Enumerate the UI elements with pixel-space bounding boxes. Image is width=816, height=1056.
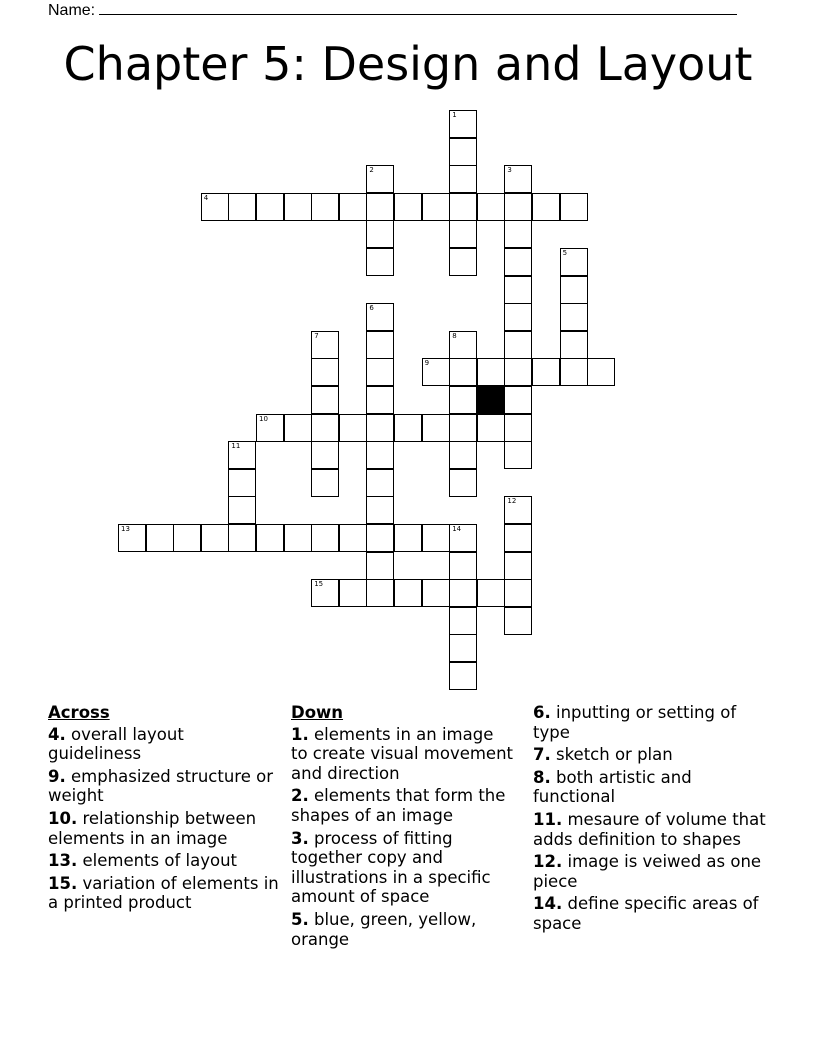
grid-cell[interactable] (422, 358, 450, 386)
grid-cell[interactable] (449, 358, 477, 386)
grid-cell[interactable] (449, 441, 477, 469)
grid-cell[interactable] (504, 358, 532, 386)
cell-number: 1 (452, 111, 457, 119)
clue-number: 6. (533, 703, 551, 722)
grid-cell[interactable] (366, 469, 394, 497)
clue-text: sketch or plan (550, 745, 673, 765)
grid-cell[interactable] (228, 524, 256, 552)
grid-cell[interactable] (339, 193, 367, 221)
grid-cell[interactable] (477, 193, 505, 221)
grid-cell[interactable] (256, 414, 284, 442)
grid-cell[interactable] (284, 524, 312, 552)
grid-cell[interactable] (118, 524, 146, 552)
clue-number: 3. (291, 828, 309, 848)
grid-cell[interactable] (311, 469, 339, 497)
grid-cell[interactable] (560, 276, 588, 304)
grid-cell[interactable] (366, 386, 394, 414)
grid-cell[interactable] (449, 386, 477, 414)
grid-cell[interactable] (366, 441, 394, 469)
grid-cell[interactable] (366, 496, 394, 524)
grid-cell[interactable] (504, 303, 532, 331)
clue-text: blue, green, yellow, orange (291, 909, 477, 949)
grid-cell[interactable] (311, 193, 339, 221)
clue-item (48, 725, 280, 764)
grid-cell[interactable] (504, 579, 532, 607)
grid-cell[interactable] (449, 193, 477, 221)
clue-item (533, 768, 769, 807)
grid-cell[interactable] (394, 579, 422, 607)
grid-cell[interactable] (311, 386, 339, 414)
clue-number: 10. (48, 808, 78, 828)
clue-text: relationship between elements in an image (48, 808, 257, 848)
clue-text: emphasized structure or weight (48, 766, 273, 806)
grid-cell[interactable] (477, 579, 505, 607)
grid-cell[interactable] (449, 165, 477, 193)
grid-cell[interactable] (422, 524, 450, 552)
cell-number: 15 (314, 580, 324, 589)
grid-cell[interactable] (284, 193, 312, 221)
grid-cell[interactable] (449, 414, 477, 442)
grid-cell[interactable] (284, 414, 312, 442)
across-clues (48, 703, 280, 916)
grid-cell[interactable] (311, 441, 339, 469)
grid-cell[interactable] (504, 220, 532, 248)
clue-item (533, 703, 769, 742)
clue-number: 1. (291, 724, 309, 744)
cell-number: 2 (369, 166, 374, 175)
grid-cell[interactable] (366, 193, 394, 221)
grid-cell[interactable] (449, 524, 477, 552)
grid-cell[interactable] (422, 193, 450, 221)
grid-cell[interactable] (504, 607, 532, 635)
down-clues-continued (533, 703, 769, 937)
clue-text: elements in an image to create visual movement and direction (291, 724, 514, 783)
grid-cell[interactable] (449, 110, 477, 138)
cell-number: 5 (562, 249, 568, 257)
grid-cell[interactable] (366, 552, 394, 580)
cell-number: 11 (231, 442, 241, 451)
clue-number: 9. (48, 766, 66, 786)
grid-cell[interactable] (366, 303, 394, 331)
grid-cell[interactable] (228, 496, 256, 524)
clue-item (533, 894, 769, 933)
grid-cell[interactable] (173, 524, 201, 552)
grid-cell[interactable] (449, 469, 477, 497)
down-heading: Down (291, 703, 344, 722)
cell-number: 4 (203, 193, 209, 202)
clue-text: variation of elements in a printed product (48, 873, 279, 913)
grid-cell[interactable] (228, 469, 256, 497)
grid-cell[interactable] (449, 220, 477, 248)
clue-item (291, 786, 515, 825)
grid-cell[interactable] (201, 193, 229, 221)
grid-cell[interactable] (394, 414, 422, 442)
grid-cell[interactable] (449, 138, 477, 166)
grid-cell[interactable] (449, 552, 477, 580)
grid-cell[interactable] (366, 524, 394, 552)
clue-item (291, 829, 515, 907)
down-list-2 (533, 703, 769, 934)
grid-cell[interactable] (477, 358, 505, 386)
grid-cell[interactable] (201, 524, 229, 552)
grid-cell[interactable] (366, 358, 394, 386)
grid-cell[interactable] (560, 248, 588, 276)
clue-item (48, 851, 280, 871)
grid-cell[interactable] (504, 165, 532, 193)
clue-item (48, 809, 280, 848)
cell-number: 14 (452, 525, 462, 533)
clue-text: image is veiwed as one piece (533, 852, 762, 891)
cell-number: 3 (507, 166, 512, 175)
clue-item (533, 810, 769, 849)
grid-cell[interactable] (311, 579, 339, 607)
grid-cell[interactable] (311, 414, 339, 442)
cell-number: 13 (121, 525, 130, 533)
cell-number: 8 (452, 331, 457, 340)
grid-cell[interactable] (394, 193, 422, 221)
grid-cell[interactable] (311, 524, 339, 552)
clue-text: process of fitting together copy and illustrations in a specific amount of space (291, 828, 491, 907)
grid-cell[interactable] (366, 414, 394, 442)
grid-cell[interactable] (560, 358, 588, 386)
grid-cell[interactable] (366, 248, 394, 276)
grid-cell[interactable] (228, 193, 256, 221)
down-list-1 (291, 725, 515, 950)
clue-text: mesaure of volume that adds definition to shapes (533, 809, 766, 849)
grid-block (477, 386, 505, 414)
grid-cell[interactable] (339, 414, 367, 442)
clue-text: inputting or setting of type (533, 703, 737, 742)
grid-cell[interactable] (560, 303, 588, 331)
cell-number: 6 (369, 304, 374, 313)
grid-cell[interactable] (256, 524, 284, 552)
clue-text: elements that form the shapes of an image (291, 786, 506, 825)
cell-number: 9 (424, 359, 430, 368)
grid-cell[interactable] (449, 331, 477, 359)
clue-text: define specific areas of space (533, 894, 759, 933)
grid-cell[interactable] (587, 358, 615, 386)
grid-cell[interactable] (532, 358, 560, 386)
clue-item (48, 767, 280, 806)
clue-number: 11. (533, 809, 563, 829)
grid-cell[interactable] (504, 276, 532, 304)
grid-cell[interactable] (504, 331, 532, 359)
clue-item (291, 725, 515, 784)
clue-number: 2. (291, 786, 309, 806)
grid-cell[interactable] (366, 331, 394, 359)
grid-cell[interactable] (504, 524, 532, 552)
down-clues (291, 703, 515, 952)
clue-number: 5. (291, 909, 309, 929)
clue-number: 13. (48, 851, 78, 871)
grid-cell[interactable] (560, 193, 588, 221)
clue-number: 4. (48, 724, 66, 744)
clue-item (533, 745, 769, 765)
grid-cell[interactable] (366, 165, 394, 193)
page-title: Chapter 5: Design and Layout (63, 37, 753, 91)
grid-cell[interactable] (504, 441, 532, 469)
grid-cell[interactable] (146, 524, 174, 552)
grid-cell[interactable] (449, 248, 477, 276)
grid-cell[interactable] (449, 634, 477, 662)
clue-item (533, 852, 769, 891)
grid-cell[interactable] (504, 552, 532, 580)
grid-cell[interactable] (256, 193, 284, 221)
across-list (48, 725, 280, 913)
grid-cell[interactable] (422, 414, 450, 442)
clue-item (48, 874, 280, 913)
clue-number: 14. (533, 894, 563, 914)
grid-cell[interactable] (366, 220, 394, 248)
grid-cell[interactable] (339, 579, 367, 607)
grid-cell[interactable] (449, 607, 477, 635)
grid-cell[interactable] (394, 524, 422, 552)
grid-cell[interactable] (532, 193, 560, 221)
clue-number: 7. (533, 745, 551, 765)
grid-cell[interactable] (560, 331, 588, 359)
grid-cell[interactable] (311, 358, 339, 386)
grid-cell[interactable] (449, 579, 477, 607)
clue-item (291, 910, 515, 949)
grid-cell[interactable] (504, 248, 532, 276)
clue-number: 8. (533, 767, 551, 787)
grid-cell[interactable] (449, 662, 477, 690)
clue-number: 15. (48, 873, 78, 893)
grid-cell[interactable] (504, 414, 532, 442)
grid-cell[interactable] (311, 331, 339, 359)
clue-text: elements of layout (77, 851, 237, 871)
cell-number: 12 (507, 497, 517, 506)
grid-cell[interactable] (228, 441, 256, 469)
clue-number: 12. (533, 852, 563, 872)
across-heading: Across (48, 703, 110, 722)
name-label: Name: (48, 2, 96, 19)
grid-cell[interactable] (504, 386, 532, 414)
grid-cell[interactable] (339, 524, 367, 552)
clue-text: both artistic and functional (533, 767, 692, 807)
grid-cell[interactable] (422, 579, 450, 607)
cell-number: 7 (314, 331, 319, 340)
grid-cell[interactable] (477, 414, 505, 442)
grid-cell[interactable] (504, 193, 532, 221)
clue-text: overall layout guideliness (48, 724, 184, 764)
grid-cell[interactable] (366, 579, 394, 607)
grid-cell[interactable] (504, 496, 532, 524)
cell-number: 10 (259, 414, 268, 423)
